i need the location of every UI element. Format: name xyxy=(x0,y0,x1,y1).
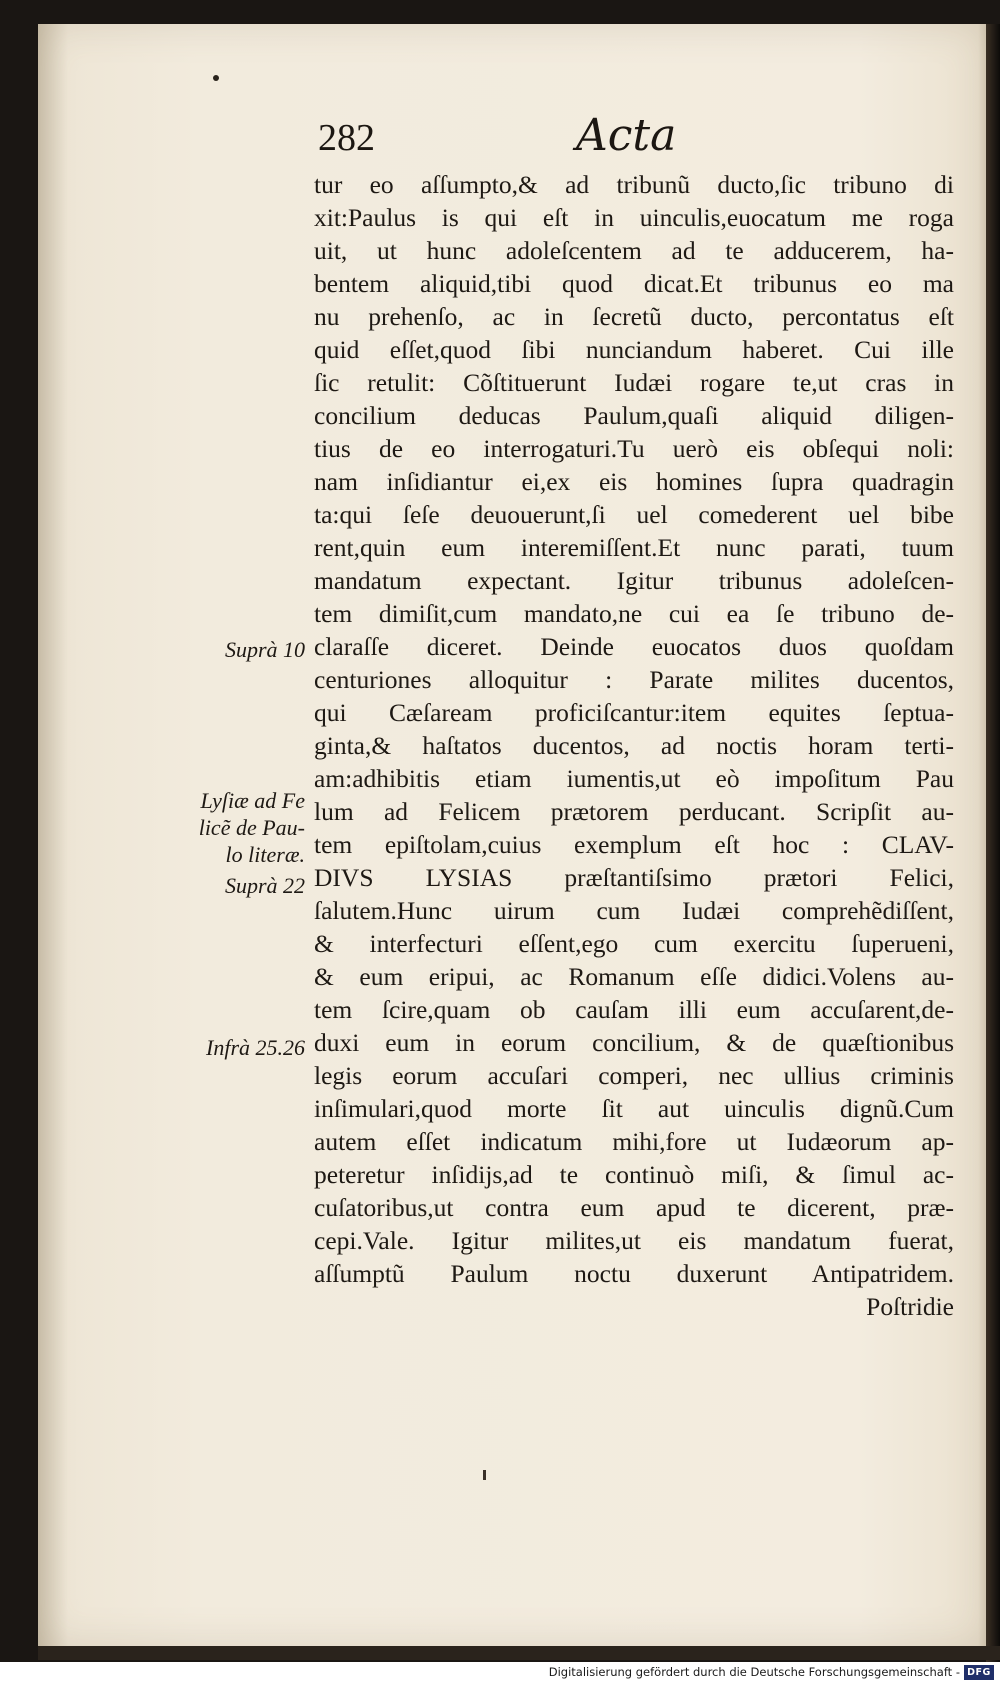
margin-note xyxy=(206,1034,305,1061)
footer-credit: Digitalisierung gefördert durch die Deutsche Forschungsgemeinschaft - xyxy=(548,1665,960,1679)
text-line: bentem aliquid,tibi quod dicat.Et tribunus eo ma xyxy=(314,269,954,298)
text-line: peteretur inſidijs,ad te continuò miſi, & ſimul ac- xyxy=(314,1160,954,1189)
text-line: claraſſe diceret. Deinde euocatos duos quoſdam xyxy=(314,632,954,661)
margin-note-line: Suprà 22 xyxy=(224,873,305,898)
text-line: quid eſſet,quod ſibi nunciandum haberet. Cui ille xyxy=(314,335,954,364)
text-line: inſimulari,quod morte ſit aut uinculis dignũ.Cum xyxy=(314,1094,954,1123)
ink-dot xyxy=(213,75,219,81)
page-number: 282 xyxy=(318,117,375,159)
text-line: cuſatoribus,ut contra eum apud te dicerent, præ- xyxy=(314,1193,954,1222)
text-line: tem epiſtolam,cuius exemplum eſt hoc : CLAV- xyxy=(314,830,954,859)
text-line: DIVS LYSIAS præſtantiſsimo prætori Felici, xyxy=(314,863,954,892)
ink-mark xyxy=(483,1470,486,1480)
text-line: duxi eum in eorum concilium, & de quæſtionibus xyxy=(314,1028,954,1057)
text-line: mandatum expectant. Igitur tribunus adoleſcen- xyxy=(314,566,954,595)
text-line: aſſumptũ Paulum noctu duxerunt Antipatridem. xyxy=(314,1259,954,1288)
text-line: autem eſſet indicatum mihi,fore ut Iudæorum ap- xyxy=(314,1127,954,1156)
text-line: ſic retulit: Cõſtituerunt Iudæi rogare te,ut cras in xyxy=(314,368,954,397)
margin-note xyxy=(225,636,305,663)
margin-note-line: Suprà 10 xyxy=(224,637,305,662)
text-line: tius de eo interrogaturi.Tu uerò eis obſequi noli: xyxy=(314,434,954,463)
text-line: ta:qui ſeſe deuouerunt,ſi uel comederent uel bibe xyxy=(314,500,954,529)
text-line: lum ad Felicem prætorem perducant. Scripſit au- xyxy=(314,797,954,826)
text-line: qui Cæſaream proficiſcantur:item equites ſeptua- xyxy=(314,698,954,727)
text-line: nu prehenſo, ac in ſecretũ ducto, percontatus eſt xyxy=(314,302,954,331)
text-line: tem dimiſit,cum mandato,ne cui ea ſe tribuno de- xyxy=(314,599,954,628)
digitization-footer xyxy=(0,1662,1000,1684)
text-line: ginta,& haſtatos ducentos, ad noctis horam terti- xyxy=(314,731,954,760)
text-line: cepi.Vale. Igitur milites,ut eis mandatum fuerat, xyxy=(314,1226,954,1255)
margin-note-line: Lyſiæ ad Fe xyxy=(200,788,305,813)
text-line: centuriones alloquitur : Parate milites ducentos, xyxy=(314,665,954,694)
text-line: rent,quin eum interemiſſent.Et nunc parati, tuum xyxy=(314,533,954,562)
text-line: ſalutem.Hunc uirum cum Iudæi comprehẽdiſſent, xyxy=(314,896,954,925)
page-edge-bottom xyxy=(38,1646,1000,1660)
body-text xyxy=(314,168,954,1323)
margin-note-line: Infrà 25.26 xyxy=(206,1035,305,1060)
text-line: concilium deducas Paulum,quaſi aliquid diligen- xyxy=(314,401,954,430)
margin-note-line: lo literæ. xyxy=(225,842,305,867)
text-line: & eum eripui, ac Romanum eſſe didici.Volens au- xyxy=(314,962,954,991)
text-line: tem ſcire,quam ob cauſam illi eum accuſarent,de- xyxy=(314,995,954,1024)
text-line: uit, ut hunc adoleſcentem ad te adducerem, ha- xyxy=(314,236,954,265)
catchword: Poſtridie xyxy=(866,1292,954,1321)
text-line: xit:Paulus is qui eſt in uinculis,euocatum me roga xyxy=(314,203,954,232)
text-line: tur eo aſſumpto,& ad tribunũ ducto,ſic tribuno di xyxy=(314,170,954,199)
dfg-logo: DFG xyxy=(964,1665,994,1680)
text-line: legis eorum accuſari comperi, nec ullius criminis xyxy=(314,1061,954,1090)
running-head-title: Acta xyxy=(576,110,677,161)
margin-note xyxy=(199,787,305,868)
running-head xyxy=(318,110,698,164)
page-edge-right xyxy=(986,24,1000,1664)
margin-note xyxy=(225,872,305,899)
text-line: & interfecturi eſſent,ego cum exercitu ſuperueni, xyxy=(314,929,954,958)
text-line: am:adhibitis etiam iumentis,ut eò impoſitum Pau xyxy=(314,764,954,793)
margin-note-line: licẽ de Pau- xyxy=(198,815,305,840)
text-line: nam inſidiantur ei,ex eis homines ſupra quadragin xyxy=(314,467,954,496)
